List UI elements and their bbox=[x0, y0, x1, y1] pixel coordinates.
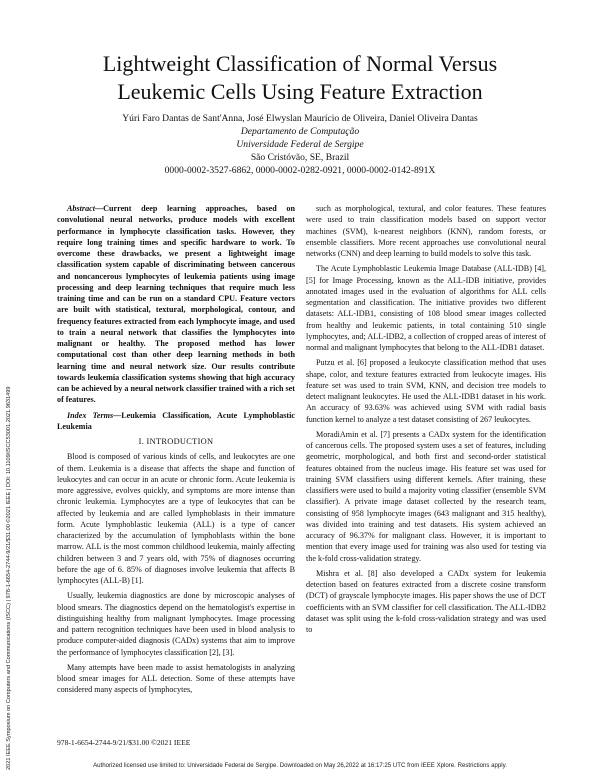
abstract-text: —Current deep learning approaches, based on convolutional neural networks, produce models with excellent performance in lymphocyte classification tasks. However, they require long training times and specific hardware to work. To overcome these drawbacks, we present a lightweight image classification system capable of discriminating between cancerous and noncancerous lymphocytes of leukemia patients using image processing and deep learning techniques that require much less training time and can be run on a standard CPU. Feature vectors are built with statistical, textural, morphological, contour, and frequency features extracted from each lymphocyte image, and used to train a neural network that classifies the lymphocytes into malignant or healthy. The proposed method has lower computational cost than other deep learning methods in both learning time and neural network size. Our results contribute towards leukemia classification systems showing that high accuracy can be achieved by a neural network classifier trained with a rich set of features. bbox=[57, 204, 295, 405]
paragraph: Blood is composed of various kinds of cells, and leukocytes are one of them. Leukemia is a disease that affects the shape and function of leukocytes and can occur in an acute or chronic form. Acute leukemia is more aggressive, evolves quickly, and symptoms are more intense than chronic leukemia. Lymphocytes are a type of leukocytes that can be affected by leukemia and are called lymphoblasts in their immature form. Acute lymphoblastic leukemia (ALL) is a type of cancer characterized by the accumulation of lymphoblasts within the bone marrow. ALL is the most common childhood leukemia, mainly affecting children between 3 and 7 years old, with 75% of diagnoses occurring before the age of 6. 85% of diagnoses involve leukemia that affects B lymphocytes (ALL-B) [1]. bbox=[57, 452, 295, 585]
author-university: Universidade Federal de Sergipe bbox=[236, 139, 364, 150]
paragraph: Putzu et al. [6] proposed a leukocyte classification method that uses shape, color, and texture features extracted from leukocyte images. His feature set was used to train SVM, KNN, and decision tree models to detect malignant leukocytes. He used the ALL-IDB1 dataset in his work. An accuracy of 93.63% was achieved using SVM with radial basis function kernel to analyze a test dataset consisting of 267 leukocytes. bbox=[306, 358, 546, 424]
author-department: Departamento de Computação bbox=[240, 126, 360, 137]
publication-sidebar bbox=[2, 210, 14, 770]
paragraph: Mishra et al. [8] also developed a CADx system for leukemia detection based on features extracted from a discrete cosine transform (DCT) of grayscale lymphocyte images. His paper shows the use of DCT coefficients with an SVM classifier for cell classification. The ALL-IDB2 dataset was split using the k-fold cross-validation strategy and was used to bbox=[306, 568, 546, 634]
right-column bbox=[306, 203, 546, 639]
paragraph: such as morphological, textural, and color features. These features were used to train classification models based on support vector machines (SVM), k-nearest neighbors (KNN), random forests, or ensemble classifiers. More recent approaches use convolutional neural networks (CNN) and deep learning to build models to solve this task. bbox=[306, 204, 546, 258]
index-terms-text: —Leukemia Classification, Acute Lymphoblastic Leukemia bbox=[57, 410, 295, 431]
left-column bbox=[57, 203, 295, 700]
author-orcids: 0000-0002-3527-6862, 0000-0002-0282-0921, 0000-0002-0142-891X bbox=[164, 165, 436, 176]
paper-title-line-2: Leukemic Cells Using Feature Extraction bbox=[117, 79, 483, 104]
author-block bbox=[40, 112, 560, 177]
abstract bbox=[57, 203, 295, 406]
paragraph: MoradiAmin et al. [7] presents a CADx system for the identification of cancerous cells. The proposed system uses a set of features, including geometric, morphological, and both first and second-order statistical features obtained from the nucleus image. His feature set was used for training SVM classifiers using different kernels. After training, these classifiers were used to build a majority voting classifier (ensemble SVM classifier). A private image dataset collected by the research team, consisting of 958 lymphocyte images (643 malignant and 315 healthy), was divided into training and test datasets. His system achieved an accuracy of 96.37% for malignant class. However, it is important to mention that every image used for training was also used for testing via the k-fold cross-validation strategy. bbox=[306, 429, 546, 563]
index-terms-label: Index Terms bbox=[67, 410, 114, 420]
abstract-label: Abstract bbox=[67, 204, 95, 213]
paragraph: The Acute Lymphoblastic Leukemia Image Database (ALL-IDB) [4], [5] for Image Processing, known as the ALL-IDB initiative, provides annotated images used in the evaluation of algorithms for ALL cells segmentation and classification. The initiative provides two different datasets: ALL-IDB1, consisting of 108 blood smear images collected from healthy and leukemic patients, in total containing 510 single lymphocytes, and; ALL-IDB2, a collection of cropped areas of interest of normal and malignant lymphocytes that belong to the ALL-IDB1 dataset. bbox=[306, 264, 546, 352]
author-location: São Cristóvão, SE, Brazil bbox=[250, 152, 350, 163]
paragraph: Many attempts have been made to assist hematologists in analyzing blood smear images for ALL detection. Some of these attempts have considered many aspects of lymphocytes, bbox=[57, 662, 295, 695]
paper-title-line-1: Lightweight Classification of Normal Versus bbox=[102, 51, 498, 76]
footer-isbn: 978-1-6654-2744-9/21/$31.00 ©2021 IEEE bbox=[57, 738, 191, 747]
paragraph: Usually, leukemia diagnostics are done by microscopic analyses of blood smears. The diagnostics depend on the hematologist's expertise in distinguishing healthy from malignant lymphocytes. Image processing and pattern recognition techniques have been used in blood analysis to produce computer-aided diagnosis (CADx) systems that aim to improve the performance of lymphocytes classification [2], [3]. bbox=[57, 591, 295, 657]
publication-sidebar-text: 2021 IEEE Symposium on Computers and Communications (ISCC) | 978-1-6654-2744-9/21/$31.00 ©2021 IEEE | DOI: 10.1109/ISCC53001.2021.9631499 bbox=[6, 386, 12, 770]
author-names: Yúri Faro Dantas de Sant'Anna, José Elwyslan Maurício de Oliveira, Daniel Oliveira Dantas bbox=[122, 113, 478, 124]
paper-title bbox=[60, 50, 540, 106]
authorized-use-notice: Authorized licensed use limited to: Universidade Federal de Sergipe. Downloaded on May 26,2022 at 16:17:25 UTC from IEEE Xplore. Restrictions apply. bbox=[93, 762, 507, 769]
section-heading-introduction: I. INTRODUCTION bbox=[138, 437, 214, 446]
index-terms bbox=[57, 410, 295, 433]
